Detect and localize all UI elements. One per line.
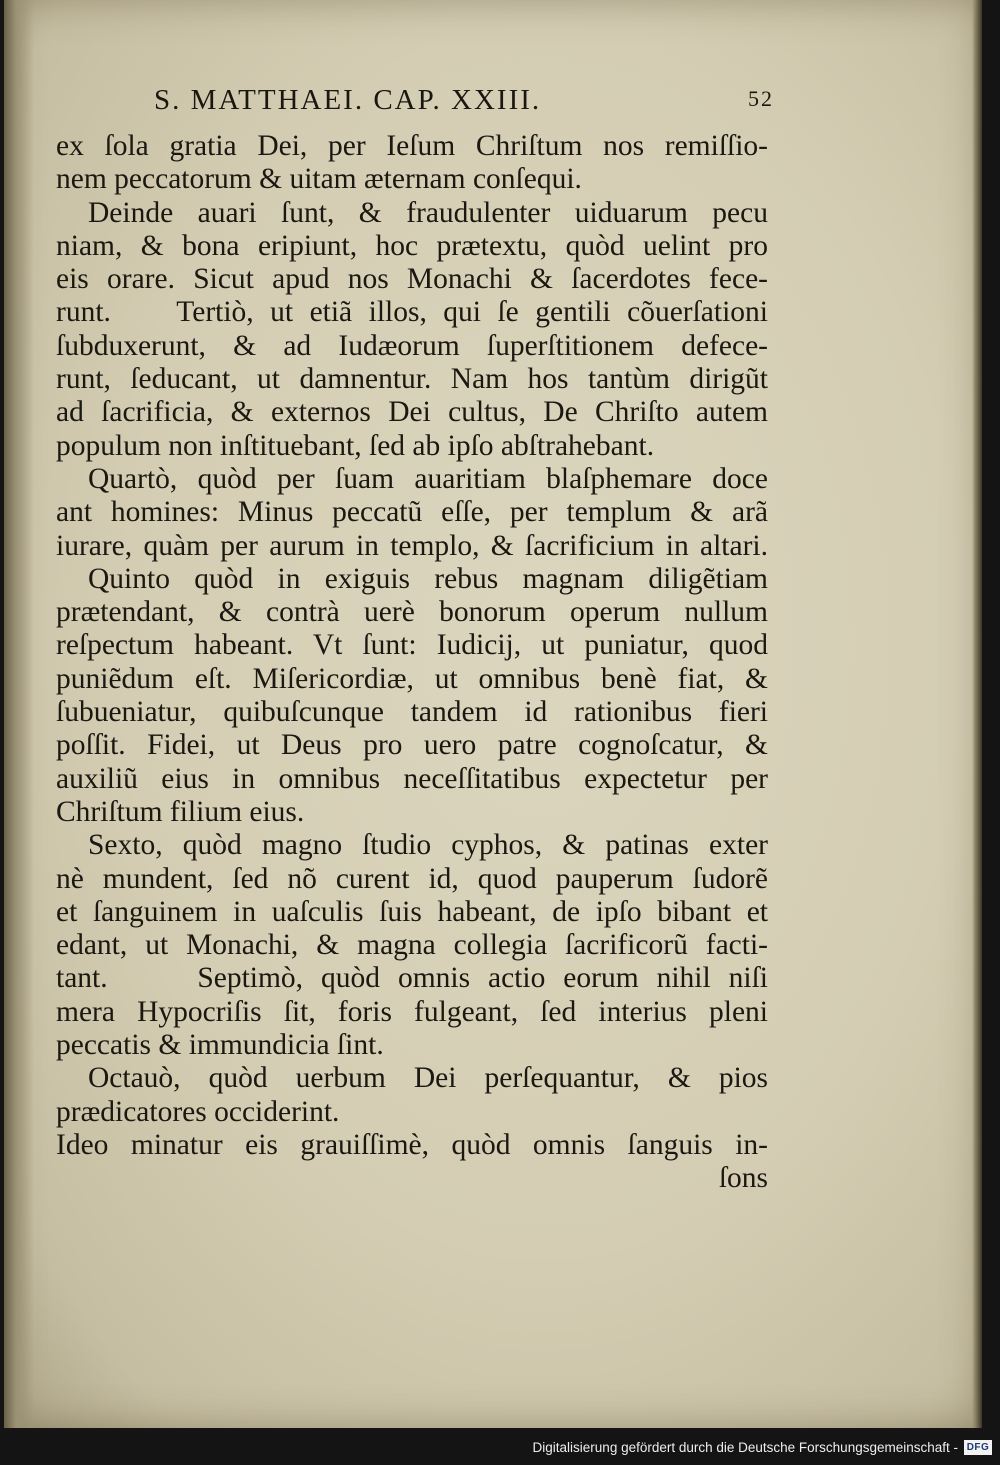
text-line: ad ſacrificia, & externos Dei cultus, De Chriſto autem [56,396,768,429]
text-line: edant, ut Monachi, & magna collegia ſacrificorũ facti- [56,929,768,962]
text-line: nem peccatorum & uitam æternam conſequi. [56,163,582,196]
running-head: S. MATTHAEI. CAP. XXIII. [154,84,542,116]
text-line: ant homines: Minus peccatũ eſſe, per templum & arã [56,496,768,529]
page-edge-shadow [972,0,982,1428]
text-line: ex ſola gratia Dei, per Ieſum Chriſtum nos remiſſio- [56,130,768,162]
text-line: peccatis & immundicia ſint. [56,1029,384,1062]
text-line: mera Hypocriſis ſit, foris fulgeant, ſed interius pleni [56,995,768,1028]
text-line: runt, ſeducant, ut damnentur. Nam hos tantùm dirigũt [56,363,768,396]
text-line: populum non inſtituebant, ſed ab ipſo abſtrahebant. [56,429,655,462]
dfg-logo-icon: DFG [964,1440,992,1455]
text-line: prædicatores occiderint. [56,1095,340,1128]
text-line: nè mundent, ſed nõ curent id, quod pauperum ſudorẽ [56,862,768,895]
text-line: poſſit. Fidei, ut Deus pro uero patre cognoſcatur, & [56,729,768,762]
text-line: ſubueniatur, quibuſcunque tandem id rationibus fieri [56,696,768,729]
text-line: Octauò, quòd uerbum Dei perſequantur, & pios [88,1062,768,1095]
text-line: Sexto, quòd magno ſtudio cyphos, & patinas exter [88,829,768,862]
text-block [56,130,768,1196]
page-gutter-shadow [4,0,34,1428]
text-line: et ſanguinem in uaſculis ſuis habeant, de ipſo bibant et [56,895,768,928]
digitization-footer [0,1436,998,1460]
text-line: Deinde auari ſunt, & fraudulenter uiduarum pecu [88,196,768,229]
text-line: Chriſtum filium eius. [56,795,305,828]
text-line: auxiliũ eius in omnibus neceſſitatibus expectetur per [56,762,768,795]
text-line: Ideo minatur eis grauiſſimè, quòd omnis ſanguis in- [56,1128,768,1161]
text-line: runt. Tertiò, ut etiã illos, qui ſe gentili cõuerſationi [56,296,768,329]
folio-number: 52 [748,86,774,111]
text-line: Quartò, quòd per ſuam auaritiam blaſphemare doce [88,462,768,495]
text-line: Quinto quòd in exiguis rebus magnam diligẽtiam [88,562,768,595]
text-line: reſpectum habeant. Vt ſunt: Iudicij, ut puniatur, quod [56,629,768,662]
funding-credit: Digitalisierung gefördert durch die Deutsche Forschungsgemeinschaft - [532,1440,958,1455]
page-header [154,84,774,124]
text-line: niam, & bona eripiunt, hoc prætextu, quòd uelint pro [56,229,768,262]
text-line: puniẽdum eſt. Miſericordiæ, ut omnibus benè fiat, & [56,662,768,695]
text-line: ſubduxerunt, & ad Iudæorum ſuperſtitionem defece- [56,329,768,362]
text-line: tant. Septimò, quòd omnis actio eorum nihil niſi [56,962,768,995]
catchword: ſons [718,1162,768,1195]
text-line: eis orare. Sicut apud nos Monachi & ſacerdotes fece- [56,263,768,296]
text-line: iurare, quàm per aurum in templo, & ſacrificium in altari. [56,529,768,562]
book-page [4,0,982,1428]
text-line: prætendant, & contrà uerè bonorum operum nullum [56,596,768,629]
